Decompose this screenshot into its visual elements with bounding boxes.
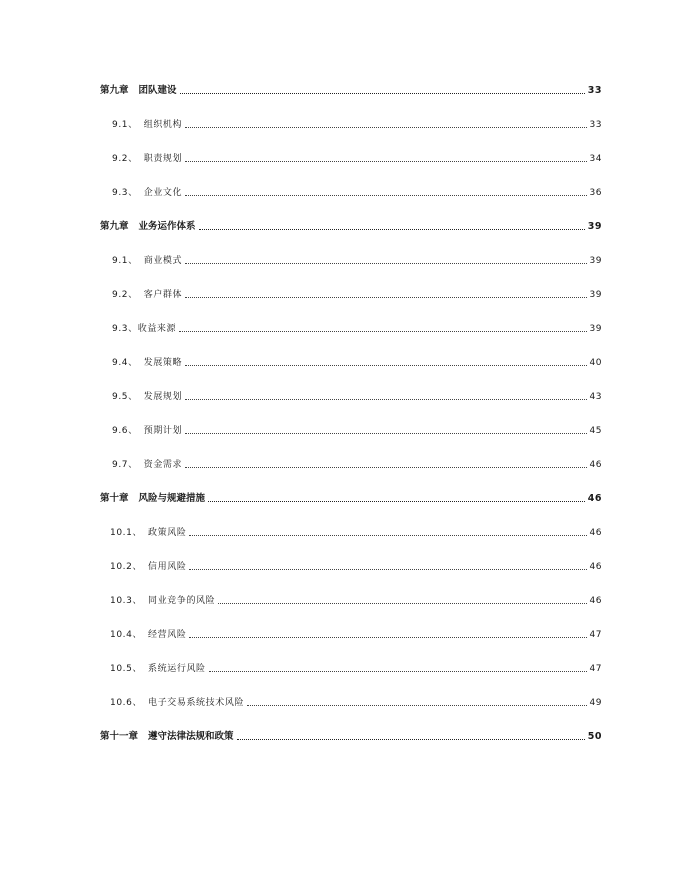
toc-entry-text: 风险与规避措施 (138, 493, 206, 504)
toc-entry-title (110, 628, 186, 642)
toc-dot-leader (185, 297, 586, 298)
toc-dot-leader (185, 365, 586, 366)
toc-entry-number: 9.4、 (112, 358, 138, 368)
toc-section-competition-risk[interactable] (100, 590, 602, 608)
toc-entry-title (112, 424, 182, 438)
toc-entry-text: 信用风险 (148, 562, 187, 572)
toc-page-number: 39 (589, 324, 602, 334)
toc-section-culture[interactable] (100, 182, 602, 200)
toc-dot-leader (189, 535, 586, 536)
toc-entry-title (110, 696, 244, 710)
toc-entry-title (110, 560, 186, 574)
toc-entry-title (112, 390, 182, 404)
toc-page-number: 36 (589, 188, 602, 198)
toc-section-trading-tech-risk[interactable] (100, 692, 602, 710)
toc-chapter-team-building[interactable] (100, 80, 602, 98)
toc-dot-leader (185, 399, 586, 400)
toc-dot-leader (237, 739, 585, 740)
toc-section-operating-risk[interactable] (100, 624, 602, 642)
toc-entry-number: 第十章 (100, 493, 129, 504)
toc-page-number: 46 (587, 493, 602, 504)
toc-entry-text: 经营风险 (148, 630, 187, 640)
toc-page-number: 40 (589, 358, 602, 368)
toc-page-number: 46 (589, 460, 602, 470)
toc-entry-text: 电子交易系统技术风险 (148, 698, 245, 708)
toc-section-revenue[interactable] (100, 318, 602, 336)
toc-dot-leader (179, 331, 586, 332)
toc-entry-text: 收益来源 (137, 324, 177, 334)
toc-dot-leader (185, 467, 586, 468)
toc-entry-title (112, 186, 182, 200)
toc-page-number: 46 (589, 596, 602, 606)
toc-page-number: 34 (589, 154, 602, 164)
toc-entry-title (100, 730, 234, 744)
toc-dot-leader (247, 705, 586, 706)
toc-page-number: 45 (589, 426, 602, 436)
toc-entry-title (110, 662, 206, 676)
toc-entry-title (110, 594, 215, 608)
toc-entry-title (112, 322, 176, 336)
toc-entry-number: 第十一章 (100, 731, 139, 742)
toc-dot-leader (185, 161, 586, 162)
toc-entry-text: 发展规划 (143, 392, 183, 402)
toc-page-number: 33 (587, 85, 602, 96)
toc-entry-text: 团队建设 (138, 85, 177, 96)
toc-entry-number: 第九章 (100, 221, 129, 232)
toc-entry-number: 9.6、 (112, 426, 138, 436)
toc-section-system-risk[interactable] (100, 658, 602, 676)
toc-dot-leader (189, 637, 586, 638)
toc-dot-leader (180, 93, 585, 94)
toc-chapter-compliance[interactable] (100, 726, 602, 744)
toc-chapter-risks[interactable] (100, 488, 602, 506)
toc-section-policy-risk[interactable] (100, 522, 602, 540)
toc-entry-number: 9.3、 (112, 188, 138, 198)
toc-entry-text: 系统运行风险 (148, 664, 206, 674)
toc-page-number: 39 (589, 256, 602, 266)
toc-entry-number: 10.3、 (110, 596, 143, 606)
toc-entry-title (112, 458, 182, 472)
toc-entry-number: 9.5、 (112, 392, 138, 402)
toc-section-duties[interactable] (100, 148, 602, 166)
toc-page-number: 39 (587, 221, 602, 232)
toc-section-expected-plan[interactable] (100, 420, 602, 438)
toc-entry-title (112, 254, 182, 268)
toc-page-number: 46 (589, 562, 602, 572)
toc-dot-leader (209, 671, 587, 672)
toc-entry-title (100, 220, 196, 234)
toc-entry-title (110, 526, 186, 540)
toc-page-number: 46 (589, 528, 602, 538)
toc-section-organization[interactable] (100, 114, 602, 132)
toc-entry-number: 10.4、 (110, 630, 143, 640)
toc-entry-number: 9.3、 (112, 324, 138, 334)
toc-entry-title (112, 288, 182, 302)
toc-entry-title (100, 84, 177, 98)
toc-page-number: 33 (589, 120, 602, 130)
toc-entry-text: 资金需求 (143, 460, 183, 470)
toc-dot-leader (185, 195, 586, 196)
toc-entry-number: 9.7、 (112, 460, 138, 470)
toc-entry-text: 发展策略 (143, 358, 183, 368)
toc-page-number: 47 (589, 664, 602, 674)
toc-entry-text: 业务运作体系 (138, 221, 196, 232)
toc-entry-text: 商业模式 (143, 256, 183, 266)
toc-entry-number: 10.2、 (110, 562, 143, 572)
toc-section-funding[interactable] (100, 454, 602, 472)
toc-page-number: 47 (589, 630, 602, 640)
toc-entry-text: 企业文化 (143, 188, 183, 198)
toc-entry-number: 第九章 (100, 85, 129, 96)
toc-dot-leader (199, 229, 585, 230)
toc-dot-leader (218, 603, 586, 604)
toc-entry-title (112, 356, 182, 370)
toc-section-credit-risk[interactable] (100, 556, 602, 574)
toc-entry-text: 遵守法律法规和政策 (148, 731, 234, 742)
toc-dot-leader (185, 433, 586, 434)
toc-entry-text: 预期计划 (143, 426, 183, 436)
toc-page-number: 43 (589, 392, 602, 402)
toc-dot-leader (185, 127, 586, 128)
toc-page-number: 50 (587, 731, 602, 742)
toc-entry-title (112, 152, 182, 166)
toc-entry-number: 10.1、 (110, 528, 143, 538)
toc-entry-text: 政策风险 (148, 528, 187, 538)
toc-entry-number: 9.2、 (112, 154, 138, 164)
toc-entry-number: 9.1、 (112, 256, 138, 266)
toc-entry-number: 9.2、 (112, 290, 138, 300)
toc-entry-text: 组织机构 (143, 120, 183, 130)
toc-section-customers[interactable] (100, 284, 602, 302)
toc-dot-leader (208, 501, 585, 502)
toc-page-number: 49 (589, 698, 602, 708)
toc-section-business-model[interactable] (100, 250, 602, 268)
toc-section-planning[interactable] (100, 386, 602, 404)
toc-dot-leader (185, 263, 586, 264)
toc-entry-text: 同业竞争的风险 (148, 596, 216, 606)
toc-entry-number: 9.1、 (112, 120, 138, 130)
toc-section-strategy[interactable] (100, 352, 602, 370)
toc-entry-number: 10.5、 (110, 664, 143, 674)
toc-entry-text: 客户群体 (143, 290, 183, 300)
toc-entry-title (100, 492, 205, 506)
toc-chapter-business-operations[interactable] (100, 216, 602, 234)
toc-dot-leader (189, 569, 586, 570)
toc-page-number: 39 (589, 290, 602, 300)
toc-entry-title (112, 118, 182, 132)
toc-entry-text: 职责规划 (143, 154, 183, 164)
toc-entry-number: 10.6、 (110, 698, 143, 708)
